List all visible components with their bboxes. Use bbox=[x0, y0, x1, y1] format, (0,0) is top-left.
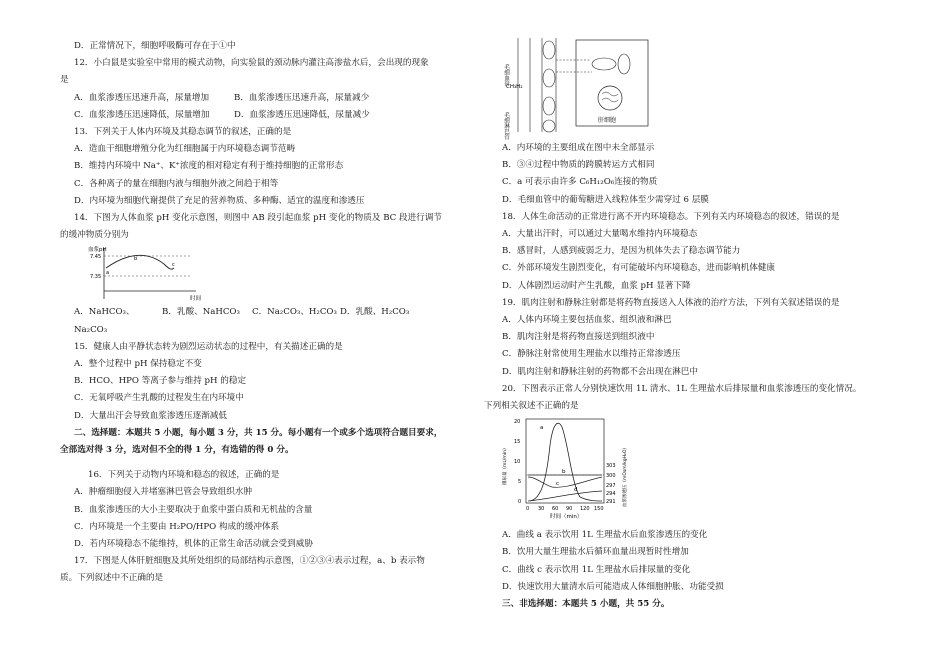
q13-option-b: B．维持内环境中 Na⁺、K⁺浓度的相对稳定有利于维持细胞的正常形态 bbox=[74, 161, 344, 172]
q14-stem-2: 的缓冲物质分别为 bbox=[60, 230, 129, 241]
q18-option-c: C．外部环境发生剧烈变化，有可能破坏内环境稳态，进而影响机体健康 bbox=[502, 263, 775, 274]
q19-stem: 19．肌肉注射和静脉注射都是将药物直接送入人体液的治疗方法，下列有关叙述错误的是 bbox=[502, 297, 840, 308]
q17-option-c: C．a 可表示由许多 C₆H₁₂O₆连接的物质 bbox=[502, 177, 658, 188]
q18-stem: 18．人体生命活动的正常进行离不开内环境稳态。下列有关内环境稳态的叙述，错误的是 bbox=[502, 211, 840, 222]
urine-chart-svg bbox=[500, 415, 630, 521]
section2-heading-2: 全部选对得 3 分，选对但不全的得 1 分，有选错的得 0 分。 bbox=[60, 445, 294, 456]
q17-option-d: D．毛细血管中的葡萄糖进入线粒体至少需穿过 6 层膜 bbox=[502, 194, 709, 205]
q15-option-c: C．无氧呼吸产生乳酸的过程发生在内环境中 bbox=[74, 393, 244, 404]
q19-option-b: B．肌肉注射是将药物直接送到组织液中 bbox=[502, 332, 655, 343]
q20-option-c: C．曲线 c 表示饮用 1L 生理盐水后排尿量的变化 bbox=[502, 564, 691, 575]
q20-stem-2: 下列相关叙述不正确的是 bbox=[484, 401, 579, 412]
q12-options-row-1 bbox=[60, 90, 460, 107]
x-tick-3: 90 bbox=[566, 506, 573, 513]
q18-option-d: D．人体剧烈运动时产生乳酸，血浆 pH 显著下降 bbox=[502, 280, 691, 291]
urine-chart-frame bbox=[526, 419, 604, 503]
ph-point-a: a bbox=[106, 270, 110, 277]
q13-option-a: A．造血干细胞增殖分化为红细胞属于内环境稳态调节范畴 bbox=[74, 144, 296, 155]
q12-stem-2: 是 bbox=[60, 75, 69, 86]
q19-option-a: A．人体内环境主要包括血浆、组织液和淋巴 bbox=[502, 315, 672, 326]
vessel-label-3: 毛细淋巴管 bbox=[503, 112, 509, 140]
q17-option-a: A．内环境的主要组成在图中未全部显示 bbox=[502, 143, 655, 153]
urine-osmolality-chart bbox=[500, 415, 908, 521]
liver-cell-outline bbox=[576, 40, 648, 126]
q12-option-d: D．血浆渗透压迅速降低，尿量减少 bbox=[234, 109, 370, 120]
q16-option-c: C．内环境是一个主要由 H₂PO/HPO 构成的缓冲体系 bbox=[74, 521, 280, 532]
y-right-tick-1: 300 bbox=[606, 473, 616, 480]
q12-option-a: A．血浆渗透压迅速升高，尿量增加 bbox=[74, 92, 210, 103]
q12-option-c: C．血浆渗透压迅速降低，尿量增加 bbox=[74, 109, 210, 120]
q14-stem-1: 14．下图为人体血浆 pH 变化示意图，则图中 AB 段引起血浆 pH 变化的物质及 BC 段进行调节 bbox=[74, 213, 442, 224]
x-tick-1: 30 bbox=[538, 506, 545, 513]
curve-a bbox=[530, 423, 602, 501]
q14-option-b: B．乳酸、NaHCO₃ bbox=[162, 307, 240, 318]
ph-low-label: 7.35 bbox=[90, 274, 102, 281]
q18-option-b: B．感冒时，人感到疲弱乏力，是因为机体失去了稳态调节能力 bbox=[502, 246, 741, 257]
curve-c-label: c bbox=[556, 481, 560, 488]
q16-option-d: D．若内环境稳态不能维持，机体的正常生命活动就会受到威胁 bbox=[74, 539, 313, 550]
x-tick-0: 0 bbox=[526, 506, 530, 513]
vessel-label-1: 毛细血管 bbox=[503, 64, 509, 86]
q16-stem: 16．下列关于动物内环境和稳态的叙述，正确的是 bbox=[88, 470, 280, 481]
q13-option-d: D．内环境为细胞代谢提供了充足的营养物质、多种酶、适宜的温度和渗透压 bbox=[74, 195, 365, 206]
ph-high-label: 7.45 bbox=[90, 254, 102, 261]
q12-stem-1: 12．小白鼠是实验室中常用的模式动物，向实验鼠的颈动脉内灌注高渗盐水后，会出现的现象 bbox=[74, 58, 429, 69]
cell-label: 肝细胞 bbox=[598, 117, 617, 124]
q12-option-b: B．血浆渗透压迅速升高，尿量减少 bbox=[234, 92, 370, 103]
section2-heading-1: 二、选择题：本题共 5 小题，每小题 3 分，共 15 分。每小题有一个或多个选项符合题目要求， bbox=[74, 427, 443, 438]
curve-c bbox=[528, 477, 602, 487]
y-left-tick-4: 0 bbox=[518, 499, 522, 506]
urine-chart-ylabel-right: 血浆渗透压（mOsm/kgH₂O） bbox=[623, 445, 628, 508]
ph-point-b: b bbox=[134, 256, 138, 263]
q15-option-a: A．整个过程中 pH 保持稳定不变 bbox=[74, 359, 202, 370]
right-column bbox=[484, 36, 908, 613]
y-left-tick-0: 20 bbox=[514, 419, 521, 426]
liver-cell-figure bbox=[503, 36, 908, 140]
q15-option-d: D．大量出汗会导致血浆渗透压逐渐减低 bbox=[74, 410, 227, 421]
q16-option-a: A．肿瘤细胞侵入并堵塞淋巴管会导致组织水肿 bbox=[74, 487, 253, 498]
q12-options-row-2 bbox=[60, 107, 460, 124]
q14-option-c: C．Na₂CO₃、H₂CO₃ bbox=[252, 307, 337, 318]
y-left-tick-2: 10 bbox=[514, 459, 521, 466]
ph-chart-ylabel: 血浆pH bbox=[88, 247, 107, 254]
x-tick-2: 60 bbox=[552, 506, 559, 513]
q20-stem-1: 20．下图表示正常人分别快速饮用 1L 清水、1L 生理盐水后排尿量和血浆渗透压的变化情况。 bbox=[502, 383, 862, 394]
urine-chart-xlabel: 时间（min） bbox=[550, 514, 583, 521]
q20-option-d: D．快速饮用大量清水后可能造成人体细胞肿胀、功能受损 bbox=[502, 581, 724, 592]
q17-option-b: B．③④过程中物质的跨膜转运方式相同 bbox=[502, 160, 655, 171]
q17-stem-1: 17．下图是人体肝脏细胞及其所处组织的局部结构示意图，①②③④表示过程，a、b 表示物 bbox=[74, 556, 425, 567]
q16-option-b: B．血浆渗透压的大小主要取决于血浆中蛋白质和无机盐的含量 bbox=[74, 504, 313, 515]
q13-option-c: C．各种离子的量在细胞内液与细胞外液之间趋于相等 bbox=[74, 178, 279, 189]
y-left-tick-1: 15 bbox=[514, 439, 521, 446]
q15-stem: 15．健康人由平静状态转为剧烈运动状态的过程中，有关描述正确的是 bbox=[74, 341, 343, 352]
liver-cell-svg bbox=[503, 36, 656, 140]
y-left-tick-3: 5 bbox=[518, 479, 522, 486]
q15-option-b: B．HCO、HPO 等离子参与维持 pH 的稳定 bbox=[74, 376, 247, 387]
ph-chart-xlabel: 时间 bbox=[190, 296, 202, 303]
ph-chart bbox=[86, 244, 460, 304]
ph-point-c: c bbox=[172, 262, 175, 269]
ph-curve bbox=[106, 256, 174, 270]
q11-option-d: D．正常情况下，细胞呼吸酶可存在于①中 bbox=[74, 41, 236, 51]
q13-stem: 13．下列关于人体内环境及其稳态调节的叙述，正确的是 bbox=[74, 127, 292, 138]
q17-stem-2: 质。下列叙述中不正确的是 bbox=[60, 573, 164, 584]
section3-heading: 三、非选择题：本题共 5 小题，共 55 分。 bbox=[502, 599, 670, 610]
x-tick-5: 150 bbox=[594, 506, 604, 513]
ph-chart-svg bbox=[86, 244, 216, 304]
y-right-tick-3: 294 bbox=[606, 491, 616, 498]
curve-d bbox=[528, 491, 602, 501]
x-tick-4: 120 bbox=[580, 506, 590, 513]
vessel-label-2: CH₃H₂ bbox=[506, 84, 523, 90]
q20-option-a: A．曲线 a 表示饮用 1L 生理盐水后血浆渗透压的变化 bbox=[502, 530, 708, 541]
q19-option-c: C．静脉注射常使用生理盐水以维持正常渗透压 bbox=[502, 349, 681, 360]
y-right-tick-2: 297 bbox=[606, 483, 616, 490]
curve-d-label: d bbox=[574, 487, 578, 494]
left-column bbox=[60, 38, 460, 588]
q14-options bbox=[60, 304, 460, 338]
q19-option-d: D．肌肉注射和静脉注射的药物都不会出现在淋巴中 bbox=[502, 366, 698, 377]
q20-option-b: B．饮用大量生理盐水后循环血量出现暂时性增加 bbox=[502, 547, 689, 558]
curve-b-label: b bbox=[562, 469, 566, 476]
q14-option-d: D．乳酸、H₂CO₃ bbox=[340, 307, 410, 318]
y-right-tick-4: 291 bbox=[606, 499, 616, 506]
q14-option-a: A．NaHCO₃、Na₂CO₃ bbox=[74, 307, 135, 335]
nucleus bbox=[598, 86, 622, 110]
urine-chart-ylabel-left: 排尿量（mL/min） bbox=[503, 445, 508, 486]
y-right-tick-0: 303 bbox=[606, 463, 616, 470]
q18-option-a: A．大量出汗时，可以通过大量喝水维持内环境稳态 bbox=[502, 229, 698, 240]
curve-a-label: a bbox=[540, 425, 544, 432]
